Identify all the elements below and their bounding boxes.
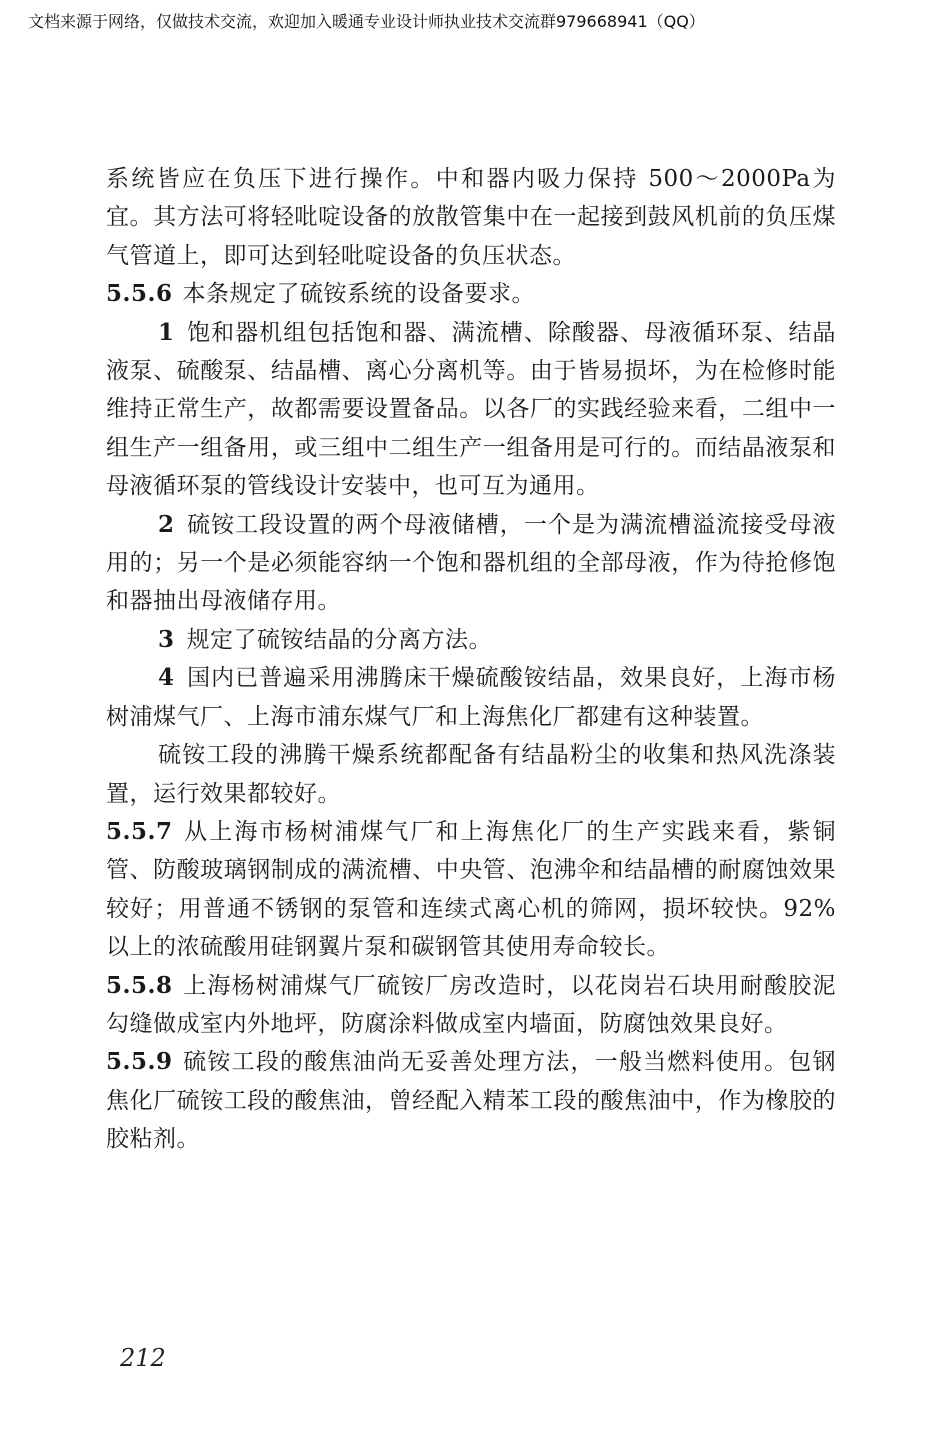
section-5-5-6 bbox=[106, 275, 836, 313]
paragraph-text: 硫铵工段的酸焦油尚无妥善处理方法，一般当燃料使用。包钢焦化厂硫铵工段的酸焦油，曾经配入精苯工段的酸焦油中，作为橡胶的胶粘剂。 bbox=[106, 1049, 836, 1153]
paragraph-text: 系统皆应在负压下进行操作。中和器内吸力保持 500～2000Pa为宜。其方法可将轻吡啶设备的放散管集中在一起接到鼓风机前的负压煤气管道上，即可达到轻吡啶设备的负压状态。 bbox=[106, 166, 836, 269]
paragraph bbox=[106, 160, 836, 275]
item-3 bbox=[106, 621, 836, 659]
watermark-header: 文档来源于网络，仅做技术交流，欢迎加入暖通专业设计师执业技术交流群979668941（QQ） bbox=[28, 12, 705, 31]
item-2 bbox=[106, 506, 836, 621]
paragraph-text: 本条规定了硫铵系统的设备要求。 bbox=[182, 281, 536, 308]
item-number: 3 bbox=[158, 625, 175, 653]
paragraph-text: 规定了硫铵结晶的分离方法。 bbox=[186, 626, 493, 653]
section-number: 5.5.6 bbox=[106, 280, 173, 308]
item-number: 2 bbox=[158, 510, 175, 538]
item-number: 4 bbox=[158, 664, 175, 692]
paragraph-text: 硫铵工段的沸腾干燥系统都配备有结晶粉尘的收集和热风洗涤装置，运行效果都较好。 bbox=[106, 742, 836, 807]
paragraph-text: 从上海市杨树浦煤气厂和上海焦化厂的生产实践来看，紫铜管、防酸玻璃钢制成的满流槽、中央管、泡沸伞和结晶槽的耐腐蚀效果较好；用普通不锈钢的泵管和连续式离心机的筛网，损坏较快。92%以上的浓硫酸用硅钢翼片泵和碳钢管其使用寿命较长。 bbox=[106, 818, 836, 961]
item-4 bbox=[106, 659, 836, 736]
page-number: 212 bbox=[120, 1344, 166, 1372]
section-number: 5.5.7 bbox=[106, 817, 173, 845]
paragraph-text: 饱和器机组包括饱和器、满流槽、除酸器、母液循环泵、结晶液泵、硫酸泵、结晶槽、离心分离机等。由于皆易损坏，为在检修时能维持正常生产，故都需要设置备品。以各厂的实践经验来看，二组中一组生产一组备用，或三组中二组生产一组备用是可行的。而结晶液泵和母液循环泵的管线设计安装中，也可互为通用。 bbox=[106, 319, 836, 500]
item-1 bbox=[106, 314, 836, 506]
paragraph-text: 国内已普遍采用沸腾床干燥硫酸铵结晶，效果良好，上海市杨树浦煤气厂、上海市浦东煤气厂和上海焦化厂都建有这种装置。 bbox=[106, 665, 836, 730]
page-body bbox=[106, 160, 836, 1159]
paragraph-text: 上海杨树浦煤气厂硫铵厂房改造时，以花岗岩石块用耐酸胶泥勾缝做成室内外地坪，防腐涂料做成室内墙面，防腐蚀效果良好。 bbox=[106, 972, 836, 1037]
item-number: 1 bbox=[158, 318, 175, 346]
section-number: 5.5.8 bbox=[106, 971, 173, 999]
section-5-5-7 bbox=[106, 813, 836, 967]
paragraph-text: 硫铵工段设置的两个母液储槽，一个是为满流槽溢流接受母液用的；另一个是必须能容纳一个饱和器机组的全部母液，作为待抢修饱和器抽出母液储存用。 bbox=[106, 511, 836, 615]
section-number: 5.5.9 bbox=[106, 1048, 173, 1076]
section-5-5-8 bbox=[106, 967, 836, 1044]
paragraph bbox=[106, 736, 836, 813]
section-5-5-9 bbox=[106, 1043, 836, 1158]
